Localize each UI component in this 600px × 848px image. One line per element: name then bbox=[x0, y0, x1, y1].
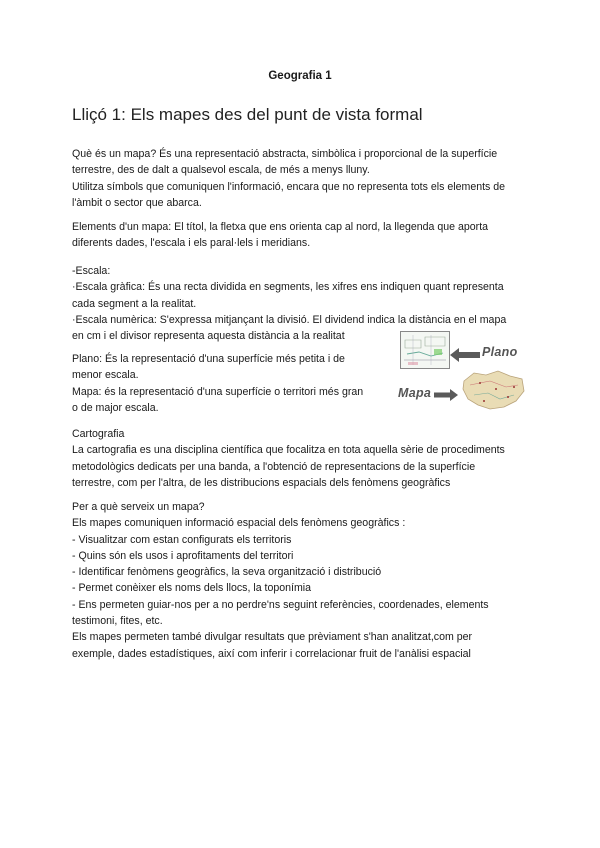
text-line: Utilitza símbols que comuniquen l'informació, encara que no representa tots els elements de bbox=[72, 180, 506, 193]
plano-mapa-figure bbox=[398, 330, 528, 412]
text-line: metodològics dedicats per una banda, a l'obtenció de representacions de la superfície bbox=[72, 460, 476, 473]
text-line: Mapa: és la representació d'una superfície o territori més gran bbox=[72, 385, 364, 398]
list-item: - Quins són els usos i aprofitaments del territori bbox=[72, 549, 294, 562]
document-title: Geografia 1 bbox=[268, 70, 332, 82]
mapa-label: Mapa bbox=[398, 386, 432, 400]
list-item: - Identificar fenòmens geogràfics, la seva organització i distribució bbox=[72, 566, 382, 579]
text-line: ·Escala gràfica: És una recta dividida en segments, les xifres ens indiquen quant representa bbox=[72, 281, 504, 294]
text-line: Què és un mapa? És una representació abstracta, simbòlica i proporcional de la superfície bbox=[72, 148, 498, 160]
text-line: diferents dades, l'escala i els paral·lels i meridians. bbox=[72, 237, 311, 250]
section-heading: Cartografia bbox=[72, 428, 125, 440]
arrow-right-icon bbox=[434, 389, 458, 401]
text-line: ·Escala numèrica: S'expressa mitjançant la divisió. El dividend indica la distància en el mapa bbox=[72, 313, 507, 326]
plano-mapa-paragraph bbox=[72, 351, 382, 416]
text-line: menor escala. bbox=[72, 369, 139, 382]
text-line: en cm i el divisor representa aquesta distància a la realitat bbox=[72, 330, 345, 343]
text-line: Els mapes comuniquen informació espacial dels fenòmens geogràfics : bbox=[72, 517, 406, 530]
text-line: l'àmbit o sector que abarca. bbox=[72, 196, 202, 209]
text-line: cada segment a la realitat. bbox=[72, 297, 197, 310]
text-line: La cartografia es una disciplina científica que focalitza en tota aquella sèrie de procediments bbox=[72, 444, 505, 457]
intro-paragraph bbox=[72, 146, 532, 211]
text-line: o de major escala. bbox=[72, 401, 159, 414]
usos-section bbox=[72, 499, 532, 662]
plano-label: Plano bbox=[482, 345, 518, 359]
text-line: -Escala: bbox=[72, 265, 111, 277]
text-line: Plano: És la representació d'una superfície més petita i de bbox=[72, 353, 345, 365]
text-line: testimoni, fites, etc. bbox=[72, 615, 163, 628]
cartografia-section bbox=[72, 426, 532, 491]
text-line: terrestre, des de dalt a qualsevol escala, de més a menys lluny. bbox=[72, 164, 370, 177]
elements-paragraph bbox=[72, 219, 532, 252]
text-line: Elements d'un mapa: El títol, la fletxa que ens orienta cap al nord, la llegenda que aporta bbox=[72, 221, 489, 233]
mapa-image bbox=[460, 367, 526, 412]
text-line: terrestre, com per l'altra, de les distribucions espacials dels fenòmens geogràfics bbox=[72, 476, 451, 489]
section-heading: Per a què serveix un mapa? bbox=[72, 501, 205, 513]
text-line: Els mapes permeten també divulgar resultats que prèviament s'han analitzat,com per bbox=[72, 631, 473, 644]
plano-image bbox=[400, 331, 450, 369]
text-line: exemple, dades estadístiques, així com inferir i correlacionar fruit de l'anàlisi espacial bbox=[72, 647, 471, 660]
list-item: - Visualitzar com estan configurats els territoris bbox=[72, 533, 292, 546]
list-item: - Ens permeten guiar-nos per a no perdre'ns seguint referències, coordenades, elements bbox=[72, 598, 489, 611]
list-item: - Permet conèixer els noms dels llocs, la toponímia bbox=[72, 582, 312, 595]
arrow-left-icon bbox=[450, 348, 480, 362]
lesson-title: Lliçó 1: Els mapes des del punt de vista formal bbox=[72, 105, 423, 124]
